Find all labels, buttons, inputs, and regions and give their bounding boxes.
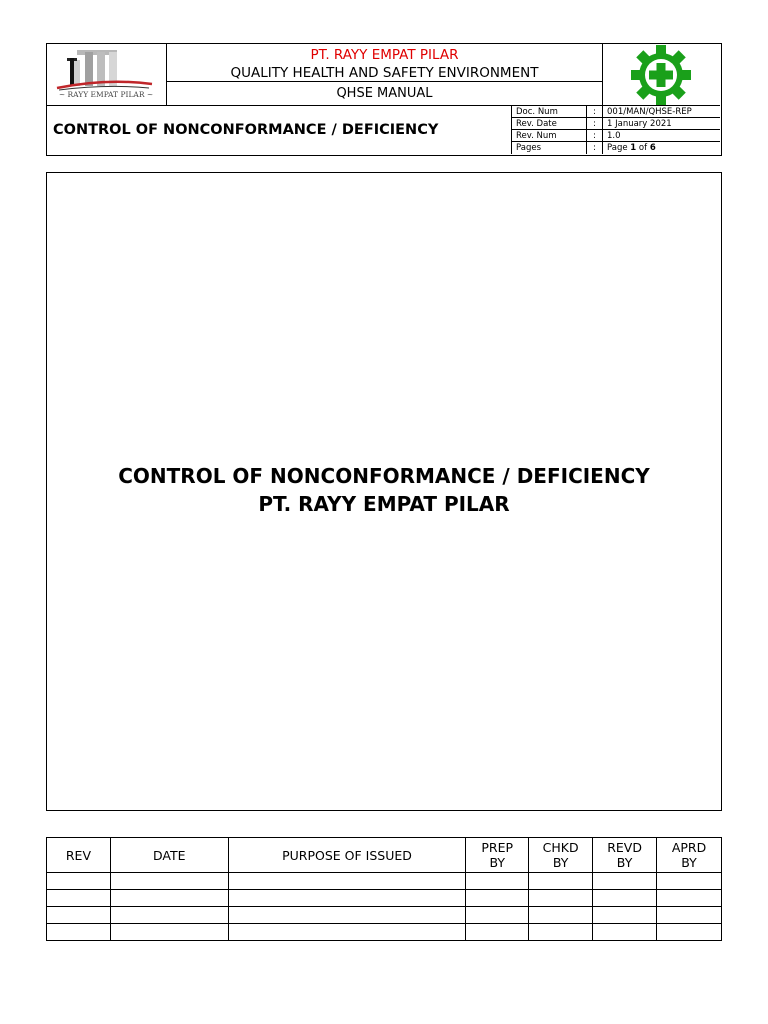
col-prep-by: PREP BY (466, 838, 529, 873)
meta-rev-num: Rev. Num : 1.0 (512, 130, 720, 142)
col-rev: REV (47, 838, 111, 873)
cover-subtitle: PT. RAYY EMPAT PILAR (258, 492, 510, 516)
page-word: Page (607, 143, 628, 153)
col-aprd-by: APRD BY (657, 838, 722, 873)
table-header-row (47, 838, 722, 873)
table-row (47, 890, 722, 907)
document-header (46, 43, 722, 156)
col-date: DATE (110, 838, 228, 873)
safety-cross-gear-icon (603, 44, 720, 106)
company-logo (47, 44, 167, 106)
table-row (47, 924, 722, 941)
department-name: QUALITY HEALTH AND SAFETY ENVIRONMENT (230, 65, 539, 81)
company-info (167, 44, 603, 82)
manual-name: QHSE MANUAL (167, 82, 603, 106)
page-number: 1 (630, 143, 637, 153)
col-purpose: PURPOSE OF ISSUED (228, 838, 466, 873)
page-of: of (638, 143, 648, 153)
document-title: CONTROL OF NONCONFORMANCE / DEFICIENCY (47, 106, 512, 154)
meta-pages: Pages : Page 1 of 6 (512, 142, 720, 154)
table-row (47, 873, 722, 890)
page-total: 6 (649, 143, 656, 153)
meta-rev-date: Rev. Date : 1 January 2021 (512, 118, 720, 130)
col-revd-by: REVD BY (593, 838, 657, 873)
logo-caption: ~ RAYY EMPAT PILAR ~ (58, 90, 154, 99)
revision-table (46, 837, 722, 941)
document-meta (512, 106, 720, 154)
meta-doc-num: Doc. Num : 001/MAN/QHSE-REP (512, 106, 720, 118)
safety-gear-logo (603, 44, 720, 106)
table-row (47, 907, 722, 924)
cover-frame (46, 172, 722, 811)
col-chkd-by: CHKD BY (529, 838, 593, 873)
cover-title: CONTROL OF NONCONFORMANCE / DEFICIENCY (118, 464, 650, 488)
company-name: PT. RAYY EMPAT PILAR (310, 47, 459, 63)
